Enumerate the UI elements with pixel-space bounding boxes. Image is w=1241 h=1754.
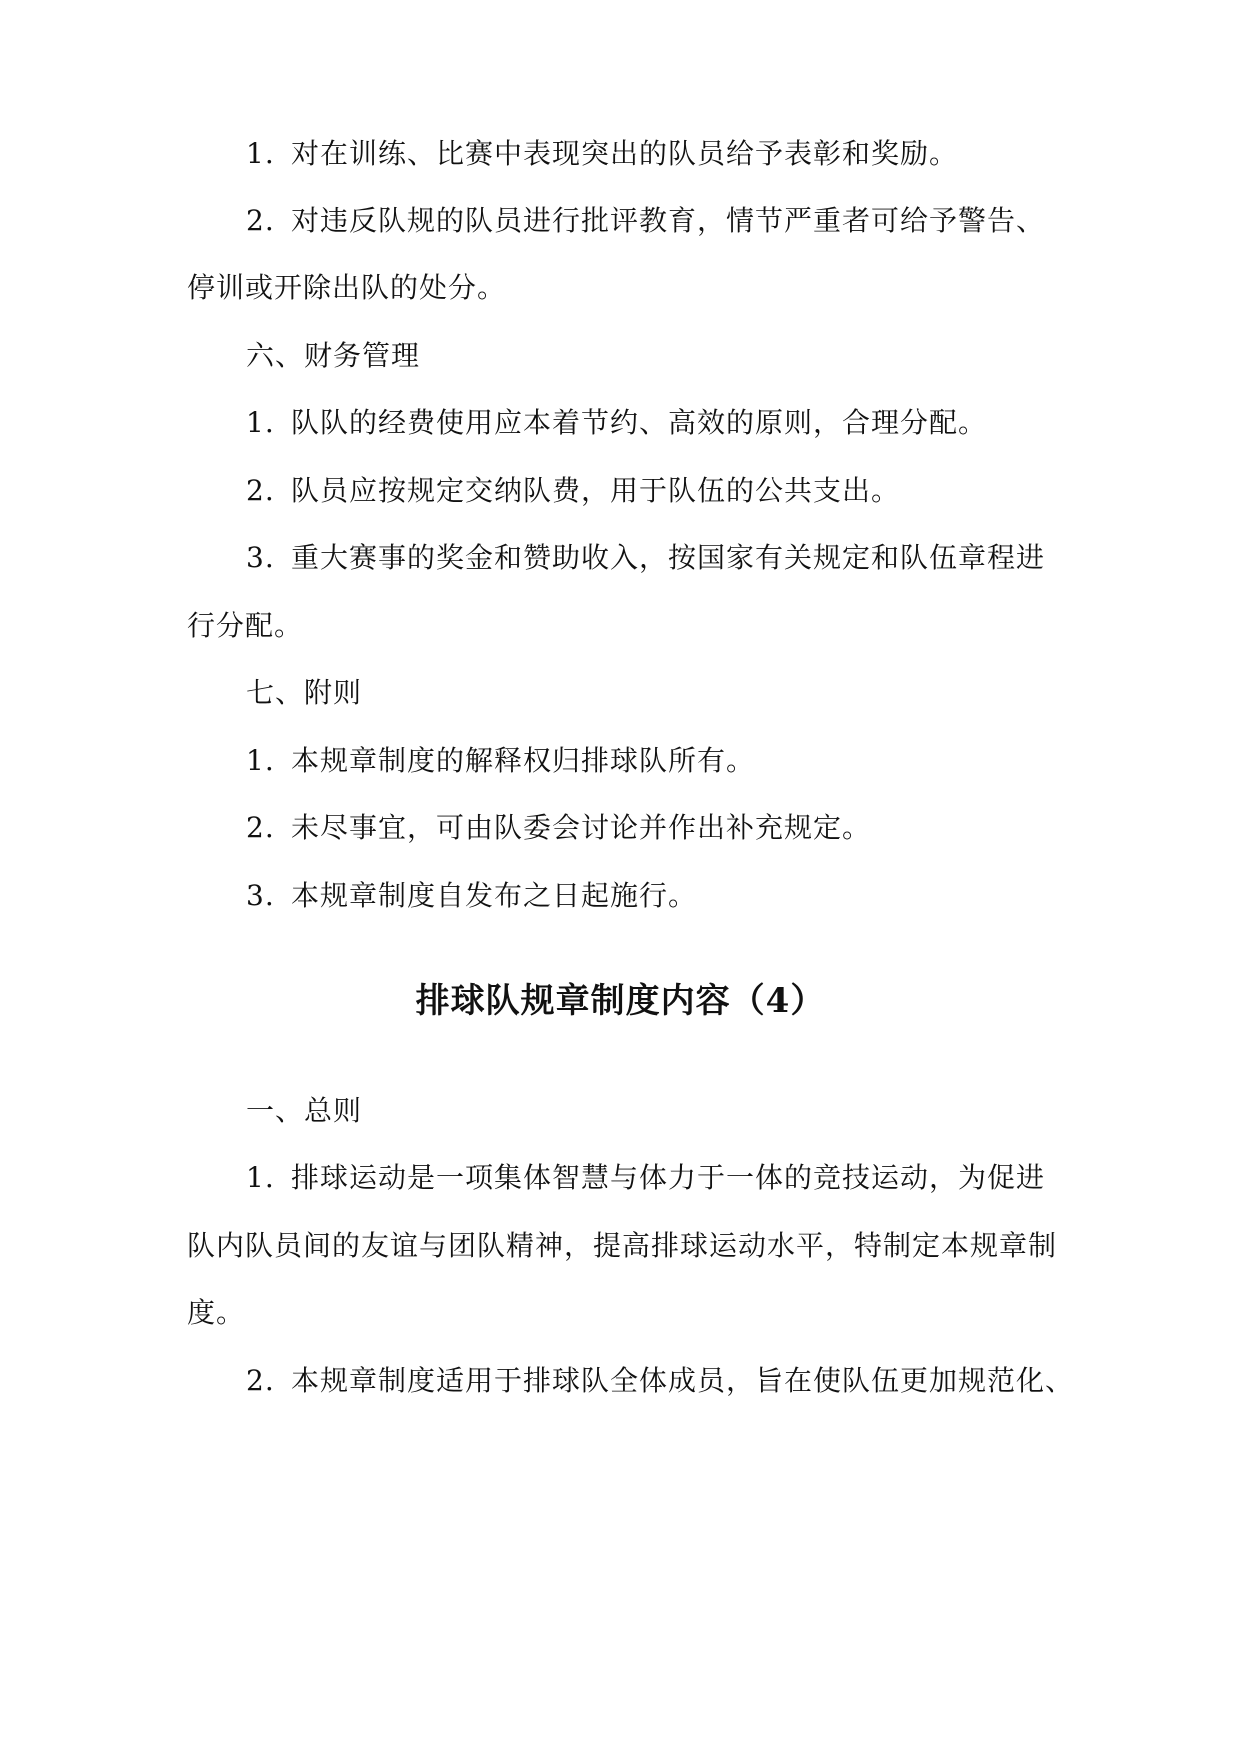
general-item-1 [246, 1158, 1126, 1198]
finance-item-2 [246, 471, 1126, 511]
finance-item-3-continued: 行分配。 [187, 609, 304, 642]
item-text: 重大赛事的奖金和赞助收入，按国家有关规定和队伍章程进 [291, 541, 1046, 574]
item-text: 本规章制度的解释权归排球队所有。 [291, 744, 756, 777]
general-item-1-continued: 队内队员间的友谊与团队精神，提高排球运动水平，特制定本规章制 [187, 1229, 1058, 1262]
section-heading-finance: 六、财务管理 [246, 339, 421, 372]
item-number: 2. [246, 474, 275, 507]
item-number: 2. [246, 811, 275, 844]
item-text: 本规章制度自发布之日起施行。 [291, 879, 698, 912]
general-item-2 [246, 1361, 1126, 1401]
finance-item-3 [246, 538, 1126, 578]
item-number: 1. [246, 406, 275, 439]
item-number: 3. [246, 879, 275, 912]
reward-item-1 [246, 134, 1126, 174]
general-item-1-continued-2: 度。 [187, 1296, 246, 1329]
section-heading-supplementary: 七、附则 [246, 676, 363, 709]
item-number: 1. [246, 137, 275, 170]
supplementary-item-3 [246, 876, 1126, 916]
section-heading-general: 一、总则 [246, 1094, 363, 1127]
item-text: 队员应按规定交纳队费，用于队伍的公共支出。 [291, 474, 901, 507]
reward-item-2 [246, 201, 1126, 241]
item-number: 3. [246, 541, 275, 574]
item-text: 未尽事宜，可由队委会讨论并作出补充规定。 [291, 811, 872, 844]
item-text: 排球运动是一项集体智慧与体力于一体的竞技运动，为促进 [291, 1161, 1046, 1194]
item-text: 对在训练、比赛中表现突出的队员给予表彰和奖励。 [291, 137, 959, 170]
supplementary-item-2 [246, 808, 1126, 848]
item-text: 对违反队规的队员进行批评教育，情节严重者可给予警告、 [291, 204, 1046, 237]
item-text: 本规章制度适用于排球队全体成员，旨在使队伍更加规范化、 [291, 1364, 1075, 1397]
item-number: 2. [246, 1364, 275, 1397]
item-number: 2. [246, 204, 275, 237]
item-number: 1. [246, 744, 275, 777]
document-title: 排球队规章制度内容（4） [415, 981, 826, 1021]
supplementary-item-1 [246, 741, 1126, 781]
item-text: 队队的经费使用应本着节约、高效的原则，合理分配。 [291, 406, 988, 439]
finance-item-1 [246, 403, 1126, 443]
item-number: 1. [246, 1161, 275, 1194]
reward-item-2-continued: 停训或开除出队的处分。 [187, 271, 507, 304]
